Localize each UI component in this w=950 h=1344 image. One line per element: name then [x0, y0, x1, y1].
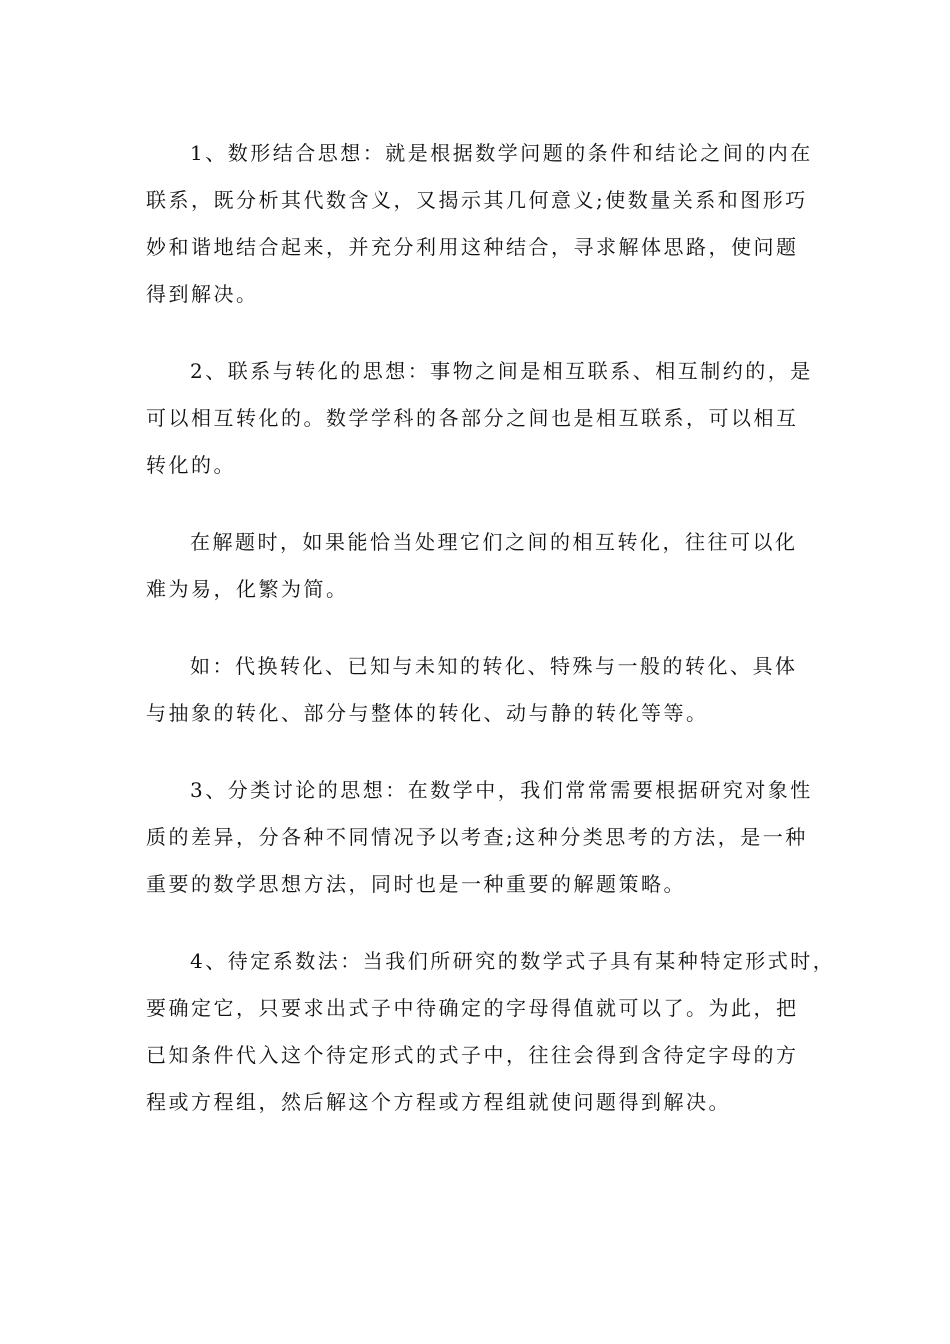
- paragraph-number-shape-combination: [146, 130, 813, 318]
- paragraph-line: 要确定它，只要求出式子中待确定的字母得值就可以了。为此，把: [146, 996, 799, 1020]
- paragraph-examples: [146, 643, 806, 737]
- paragraph-line: 与抽象的转化、部分与整体的转化、动与静的转化等等。: [146, 701, 709, 725]
- paragraph-line: 质的差异，分各种不同情况予以考查;这种分类思考的方法，是一种: [146, 825, 808, 849]
- paragraph-problem-solving: [146, 519, 806, 613]
- paragraph-line: 重要的数学思想方法，同时也是一种重要的解题策略。: [146, 872, 686, 896]
- paragraph-line: 程或方程组，然后解这个方程或方程组就使问题得到解决。: [146, 1090, 731, 1114]
- paragraph-connection-transformation: [146, 348, 813, 489]
- paragraph-line: 转化的。: [146, 453, 236, 477]
- paragraph-line: 妙和谐地结合起来，并充分利用这种结合，寻求解体思路，使问题: [146, 235, 799, 259]
- paragraph-line: 在解题时，如果能恰当处理它们之间的相互转化，往往可以化: [190, 530, 798, 554]
- paragraph-line: 1、数形结合思想：就是根据数学问题的条件和结论之间的内在: [190, 141, 813, 165]
- paragraph-classification-discussion: [146, 767, 813, 908]
- paragraph-line: 得到解决。: [146, 282, 259, 306]
- paragraph-line: 可以相互转化的。数学学科的各部分之间也是相互联系，可以相互: [146, 406, 799, 430]
- paragraph-line: 如：代换转化、已知与未知的转化、特殊与一般的转化、具体: [190, 654, 798, 678]
- document-body: [146, 130, 836, 1156]
- paragraph-undetermined-coefficients: [146, 938, 836, 1126]
- paragraph-line: 2、联系与转化的思想：事物之间是相互联系、相互制约的，是: [190, 359, 813, 383]
- paragraph-line: 联系，既分析其代数含义，又揭示其几何意义;使数量关系和图形巧: [146, 188, 808, 212]
- paragraph-line: 4、待定系数法：当我们所研究的数学式子具有某种特定形式时，: [190, 949, 836, 973]
- paragraph-line: 3、分类讨论的思想：在数学中，我们常常需要根据研究对象性: [190, 778, 813, 802]
- paragraph-line: 难为易，化繁为简。: [146, 577, 349, 601]
- paragraph-line: 已知条件代入这个待定形式的式子中，往往会得到含待定字母的方: [146, 1043, 799, 1067]
